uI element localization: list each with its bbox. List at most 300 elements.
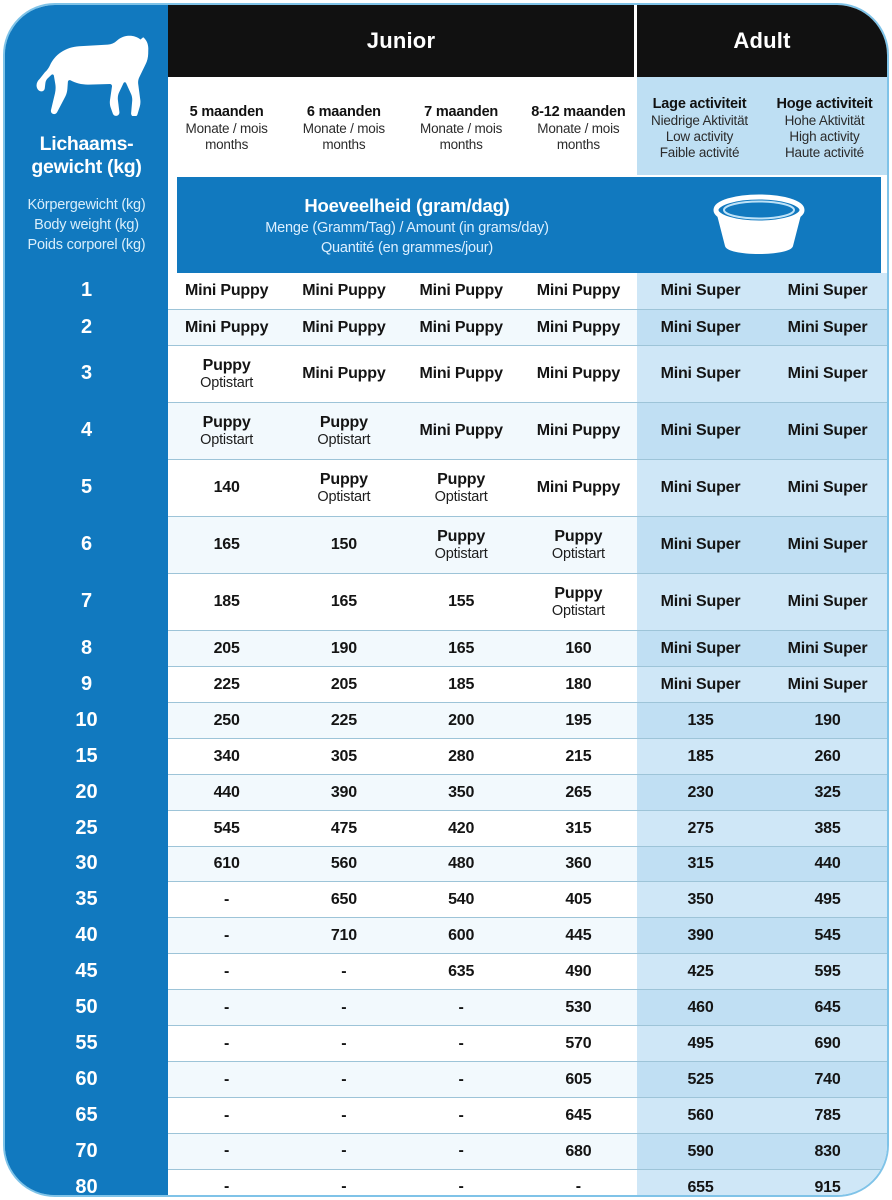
cell-primary-value: 740 bbox=[814, 1071, 841, 1089]
table-cell bbox=[764, 1062, 889, 1097]
cell-empty-dash: - bbox=[223, 890, 230, 908]
amount-band-sub2: Quantité (en grammes/jour) bbox=[320, 240, 494, 256]
cell-primary-value: 570 bbox=[565, 1035, 592, 1053]
column-header-4-t2: Monate / mois bbox=[537, 120, 620, 136]
cell-primary-value: 710 bbox=[330, 927, 357, 945]
table-cell bbox=[403, 1026, 520, 1061]
cell-primary-value: Puppy bbox=[202, 356, 251, 374]
table-cell bbox=[520, 460, 637, 516]
cell-primary-value: 265 bbox=[565, 783, 592, 801]
table-cell bbox=[764, 882, 889, 917]
row-junior-cells bbox=[168, 739, 637, 774]
cell-primary-value: Mini Super bbox=[787, 318, 868, 336]
header-junior: Junior bbox=[366, 28, 436, 53]
column-header-5-t3: Low activity bbox=[665, 128, 734, 144]
cell-primary-value: 645 bbox=[814, 999, 841, 1017]
table-cell bbox=[764, 631, 889, 666]
sidebar-title bbox=[5, 133, 168, 179]
table-row bbox=[5, 516, 889, 573]
cell-secondary-value: Optistart bbox=[317, 431, 371, 448]
table-cell bbox=[637, 574, 764, 630]
cell-primary-value: 530 bbox=[565, 999, 592, 1017]
cell-empty-dash: - bbox=[223, 1178, 230, 1196]
cell-primary-value: Mini Puppy bbox=[536, 318, 621, 336]
table-cell bbox=[764, 1170, 889, 1197]
row-junior-cells bbox=[168, 346, 637, 402]
row-adult-cells bbox=[637, 847, 889, 882]
cell-primary-value: Mini Super bbox=[787, 365, 868, 383]
column-header-5-t4: Faible activité bbox=[659, 144, 740, 160]
cell-primary-value: Mini Puppy bbox=[184, 318, 269, 336]
table-cell bbox=[285, 811, 402, 846]
table-cell bbox=[285, 667, 402, 702]
row-adult-cells bbox=[637, 460, 889, 516]
cell-primary-value: 915 bbox=[814, 1178, 841, 1196]
cell-primary-value: Puppy bbox=[319, 470, 368, 488]
table-cell bbox=[285, 403, 402, 459]
cell-primary-value: 350 bbox=[448, 783, 475, 801]
cell-primary-value: Mini Super bbox=[787, 282, 868, 300]
table-cell bbox=[520, 739, 637, 774]
row-weight-value: 15 bbox=[5, 738, 168, 774]
column-header-3-t2: Monate / mois bbox=[420, 120, 503, 136]
cell-empty-dash: - bbox=[458, 1034, 464, 1052]
cell-empty-dash: - bbox=[458, 1070, 464, 1088]
column-header-1-t1: 5 maanden bbox=[189, 103, 264, 120]
sidebar-sub-de: Körpergewicht (kg) bbox=[27, 197, 146, 213]
cell-primary-value: Puppy bbox=[554, 527, 603, 545]
cell-empty-dash: - bbox=[223, 1034, 230, 1052]
cell-primary-value: 610 bbox=[213, 855, 240, 873]
cell-primary-value: Mini Super bbox=[660, 593, 741, 611]
cell-primary-value: 495 bbox=[687, 1035, 714, 1053]
column-header-3-t3: months bbox=[439, 136, 483, 152]
header-adult: Adult bbox=[733, 28, 791, 53]
table-cell bbox=[403, 847, 520, 882]
table-cell bbox=[520, 775, 637, 810]
table-cell bbox=[764, 703, 889, 738]
cell-primary-value: 340 bbox=[213, 747, 240, 765]
cell-primary-value: 195 bbox=[565, 711, 592, 729]
cell-primary-value: Mini Super bbox=[787, 536, 868, 554]
table-cell bbox=[403, 517, 520, 573]
cell-primary-value: 545 bbox=[213, 819, 240, 837]
table-cell bbox=[168, 847, 285, 882]
cell-primary-value: 390 bbox=[687, 927, 714, 945]
cell-primary-value: 225 bbox=[213, 675, 240, 693]
table-cell bbox=[764, 954, 889, 989]
row-weight-value: 60 bbox=[5, 1061, 168, 1097]
cell-primary-value: Mini Super bbox=[660, 318, 741, 336]
table-cell bbox=[168, 1098, 285, 1133]
table-cell bbox=[520, 574, 637, 630]
table-cell bbox=[637, 739, 764, 774]
amount-band-sub1: Menge (Gramm/Tag) / Amount (in grams/day) bbox=[265, 220, 549, 236]
table-cell bbox=[403, 775, 520, 810]
cell-primary-value: 315 bbox=[565, 819, 592, 837]
row-adult-cells bbox=[637, 1170, 889, 1197]
cell-primary-value: Mini Super bbox=[660, 365, 741, 383]
row-adult-cells bbox=[637, 1062, 889, 1097]
table-row bbox=[5, 1169, 889, 1197]
row-adult-cells bbox=[637, 310, 889, 345]
table-cell bbox=[168, 990, 285, 1025]
table-row bbox=[5, 1133, 889, 1169]
table-row bbox=[5, 1025, 889, 1061]
row-weight-value: 25 bbox=[5, 810, 168, 846]
cell-primary-value: Mini Puppy bbox=[302, 365, 386, 383]
table-cell bbox=[764, 775, 889, 810]
table-cell bbox=[637, 1062, 764, 1097]
cell-primary-value: 540 bbox=[448, 891, 475, 909]
row-weight-value: 55 bbox=[5, 1025, 168, 1061]
cell-empty-dash: - bbox=[223, 1142, 230, 1160]
row-weight-value: 1 bbox=[5, 272, 168, 309]
row-adult-cells bbox=[637, 273, 889, 309]
cell-empty-dash: - bbox=[223, 962, 230, 980]
row-junior-cells bbox=[168, 775, 637, 810]
cell-primary-value: Mini Puppy bbox=[302, 282, 386, 300]
cell-empty-dash: - bbox=[341, 1178, 347, 1196]
table-cell bbox=[168, 954, 285, 989]
column-headers-junior bbox=[168, 77, 637, 175]
cell-primary-value: 325 bbox=[814, 783, 841, 801]
table-cell bbox=[403, 667, 520, 702]
cell-empty-dash: - bbox=[458, 998, 464, 1016]
table-cell bbox=[520, 667, 637, 702]
table-cell bbox=[520, 1098, 637, 1133]
cell-primary-value: 600 bbox=[448, 927, 475, 945]
row-adult-cells bbox=[637, 574, 889, 630]
column-header-3 bbox=[403, 77, 520, 175]
cell-primary-value: 350 bbox=[687, 891, 714, 909]
cell-primary-value: Mini Super bbox=[660, 639, 741, 657]
table-cell bbox=[403, 574, 520, 630]
cell-primary-value: 190 bbox=[330, 639, 357, 657]
sidebar-title-line1: Lichaams- bbox=[39, 133, 134, 155]
column-header-4 bbox=[520, 77, 637, 175]
column-header-1-t2: Monate / mois bbox=[185, 120, 268, 136]
table-cell bbox=[403, 273, 520, 309]
cell-primary-value: Puppy bbox=[437, 470, 486, 488]
column-header-6-t3: High activity bbox=[789, 128, 860, 144]
row-weight-value: 5 bbox=[5, 459, 168, 516]
feeding-table-body bbox=[5, 273, 889, 1195]
table-row bbox=[5, 1061, 889, 1097]
row-adult-cells bbox=[637, 667, 889, 702]
table-cell bbox=[520, 1062, 637, 1097]
table-cell bbox=[520, 990, 637, 1025]
table-cell bbox=[764, 1098, 889, 1133]
cell-primary-value: 315 bbox=[687, 855, 714, 873]
cell-primary-value: 360 bbox=[565, 855, 592, 873]
table-cell bbox=[637, 918, 764, 953]
cell-primary-value: Mini Super bbox=[660, 479, 741, 497]
column-header-4-t1: 8-12 maanden bbox=[531, 103, 626, 120]
cell-primary-value: 185 bbox=[448, 675, 475, 693]
table-cell bbox=[520, 1026, 637, 1061]
table-cell bbox=[403, 918, 520, 953]
cell-primary-value: 495 bbox=[814, 891, 841, 909]
table-cell bbox=[637, 460, 764, 516]
column-header-5 bbox=[637, 77, 762, 175]
table-cell bbox=[764, 310, 889, 345]
table-cell bbox=[520, 954, 637, 989]
table-cell bbox=[403, 990, 520, 1025]
table-cell bbox=[285, 918, 402, 953]
cell-primary-value: 390 bbox=[330, 783, 357, 801]
row-junior-cells bbox=[168, 574, 637, 630]
table-cell bbox=[168, 918, 285, 953]
cell-primary-value: 135 bbox=[687, 711, 714, 729]
row-weight-value: 20 bbox=[5, 774, 168, 810]
table-row bbox=[5, 573, 889, 630]
cell-primary-value: Mini Puppy bbox=[419, 282, 503, 300]
cell-primary-value: 140 bbox=[213, 479, 240, 497]
column-header-1-t3: months bbox=[205, 136, 249, 152]
row-weight-value: 30 bbox=[5, 846, 168, 882]
table-cell bbox=[520, 703, 637, 738]
row-weight-value: 65 bbox=[5, 1097, 168, 1133]
row-adult-cells bbox=[637, 517, 889, 573]
cell-primary-value: 230 bbox=[687, 783, 714, 801]
table-cell bbox=[520, 1170, 637, 1197]
cell-empty-dash: - bbox=[341, 1106, 347, 1124]
row-weight-value: 6 bbox=[5, 516, 168, 573]
table-cell bbox=[285, 310, 402, 345]
row-junior-cells bbox=[168, 460, 637, 516]
dog-silhouette-icon bbox=[27, 31, 151, 116]
row-junior-cells bbox=[168, 310, 637, 345]
cell-primary-value: 420 bbox=[448, 819, 475, 837]
row-weight-value: 80 bbox=[5, 1169, 168, 1197]
cell-primary-value: 490 bbox=[565, 963, 592, 981]
table-cell bbox=[403, 310, 520, 345]
row-junior-cells bbox=[168, 1062, 637, 1097]
row-weight-value: 7 bbox=[5, 573, 168, 630]
row-junior-cells bbox=[168, 273, 637, 309]
cell-primary-value: 250 bbox=[213, 711, 240, 729]
table-cell bbox=[285, 631, 402, 666]
row-weight-value: 40 bbox=[5, 917, 168, 953]
column-header-6-t4: Haute activité bbox=[785, 144, 864, 160]
cell-primary-value: Puppy bbox=[554, 584, 603, 602]
row-weight-value: 10 bbox=[5, 702, 168, 738]
table-cell bbox=[168, 667, 285, 702]
table-cell bbox=[637, 310, 764, 345]
table-cell bbox=[168, 703, 285, 738]
column-header-6 bbox=[762, 77, 887, 175]
cell-empty-dash: - bbox=[341, 1142, 347, 1160]
cell-empty-dash: - bbox=[223, 998, 230, 1016]
table-cell bbox=[764, 273, 889, 309]
table-cell bbox=[168, 1134, 285, 1169]
row-adult-cells bbox=[637, 631, 889, 666]
cell-primary-value: 425 bbox=[687, 963, 714, 981]
cell-primary-value: 645 bbox=[565, 1107, 592, 1125]
cell-primary-value: 560 bbox=[330, 855, 357, 873]
table-cell bbox=[637, 847, 764, 882]
table-cell bbox=[520, 1134, 637, 1169]
cell-secondary-value: Optistart bbox=[551, 545, 605, 562]
cell-primary-value: 595 bbox=[814, 963, 841, 981]
row-junior-cells bbox=[168, 847, 637, 882]
table-cell bbox=[168, 460, 285, 516]
table-cell bbox=[168, 517, 285, 573]
cell-primary-value: Mini Puppy bbox=[536, 365, 621, 383]
table-cell bbox=[285, 1026, 402, 1061]
table-cell bbox=[168, 775, 285, 810]
table-cell bbox=[764, 811, 889, 846]
cell-primary-value: Mini Super bbox=[787, 639, 868, 657]
row-junior-cells bbox=[168, 403, 637, 459]
table-cell bbox=[285, 775, 402, 810]
cell-primary-value: 150 bbox=[330, 536, 357, 554]
column-header-2-t3: months bbox=[322, 136, 366, 152]
table-cell bbox=[285, 346, 402, 402]
cell-empty-dash: - bbox=[223, 1106, 230, 1124]
table-cell bbox=[637, 403, 764, 459]
cell-primary-value: 260 bbox=[814, 747, 841, 765]
table-cell bbox=[285, 517, 402, 573]
table-cell bbox=[764, 346, 889, 402]
row-adult-cells bbox=[637, 403, 889, 459]
table-cell bbox=[285, 1170, 402, 1197]
table-row bbox=[5, 666, 889, 702]
row-adult-cells bbox=[637, 739, 889, 774]
table-row bbox=[5, 702, 889, 738]
table-cell bbox=[168, 403, 285, 459]
table-cell bbox=[520, 918, 637, 953]
row-junior-cells bbox=[168, 811, 637, 846]
row-adult-cells bbox=[637, 882, 889, 917]
cell-primary-value: 225 bbox=[330, 711, 357, 729]
table-cell bbox=[285, 739, 402, 774]
table-cell bbox=[403, 703, 520, 738]
table-row bbox=[5, 459, 889, 516]
table-cell bbox=[764, 918, 889, 953]
cell-primary-value: 460 bbox=[687, 999, 714, 1017]
table-cell bbox=[764, 460, 889, 516]
table-cell bbox=[285, 1098, 402, 1133]
table-row bbox=[5, 846, 889, 882]
row-adult-cells bbox=[637, 703, 889, 738]
cell-primary-value: 440 bbox=[213, 783, 240, 801]
cell-empty-dash: - bbox=[458, 1106, 464, 1124]
table-cell bbox=[764, 403, 889, 459]
cell-primary-value: 185 bbox=[213, 593, 240, 611]
cell-primary-value: 655 bbox=[687, 1178, 714, 1196]
table-cell bbox=[403, 739, 520, 774]
table-cell bbox=[168, 811, 285, 846]
table-row bbox=[5, 810, 889, 846]
cell-primary-value: Mini Super bbox=[660, 536, 741, 554]
amount-band bbox=[177, 177, 881, 273]
cell-primary-value: 480 bbox=[448, 855, 475, 873]
cell-primary-value: 405 bbox=[565, 891, 592, 909]
cell-primary-value: Mini Puppy bbox=[302, 318, 386, 336]
table-cell bbox=[403, 882, 520, 917]
cell-primary-value: 680 bbox=[565, 1142, 592, 1160]
row-weight-value: 2 bbox=[5, 309, 168, 345]
row-adult-cells bbox=[637, 775, 889, 810]
cell-secondary-value: Optistart bbox=[200, 374, 254, 391]
cell-primary-value: 155 bbox=[448, 593, 475, 611]
table-cell bbox=[403, 631, 520, 666]
cell-primary-value: 165 bbox=[213, 536, 240, 554]
cell-primary-value: 385 bbox=[814, 819, 841, 837]
cell-primary-value: 650 bbox=[330, 891, 357, 909]
cell-primary-value: 280 bbox=[448, 747, 475, 765]
cell-primary-value: 635 bbox=[448, 963, 475, 981]
life-stage-header bbox=[168, 5, 887, 77]
table-row bbox=[5, 989, 889, 1025]
column-header-5-t1: Lage activiteit bbox=[652, 95, 747, 112]
cell-primary-value: Mini Puppy bbox=[536, 479, 621, 497]
column-headers-adult bbox=[637, 77, 887, 175]
cell-primary-value: Mini Puppy bbox=[536, 282, 621, 300]
row-junior-cells bbox=[168, 1026, 637, 1061]
row-weight-value: 3 bbox=[5, 345, 168, 402]
row-junior-cells bbox=[168, 517, 637, 573]
column-header-4-t3: months bbox=[556, 136, 600, 152]
cell-primary-value: 215 bbox=[565, 747, 592, 765]
cell-primary-value: 160 bbox=[565, 639, 592, 657]
cell-primary-value: 165 bbox=[330, 593, 357, 611]
table-cell bbox=[637, 517, 764, 573]
cell-secondary-value: Optistart bbox=[317, 488, 371, 505]
table-cell bbox=[637, 1170, 764, 1197]
table-cell bbox=[403, 346, 520, 402]
table-cell bbox=[637, 273, 764, 309]
row-adult-cells bbox=[637, 1098, 889, 1133]
cell-primary-value: 440 bbox=[814, 855, 841, 873]
cell-primary-value: 560 bbox=[687, 1107, 714, 1125]
table-row bbox=[5, 881, 889, 917]
cell-primary-value: 180 bbox=[565, 675, 592, 693]
cell-primary-value: 590 bbox=[687, 1142, 714, 1160]
table-cell bbox=[168, 882, 285, 917]
table-cell bbox=[764, 517, 889, 573]
column-header-5-t2: Niedrige Aktivität bbox=[651, 112, 748, 128]
table-cell bbox=[285, 1062, 402, 1097]
table-cell bbox=[285, 882, 402, 917]
table-cell bbox=[637, 1134, 764, 1169]
table-cell bbox=[637, 954, 764, 989]
row-adult-cells bbox=[637, 954, 889, 989]
cell-primary-value: 190 bbox=[814, 711, 841, 729]
table-cell bbox=[403, 811, 520, 846]
cell-primary-value: 525 bbox=[687, 1071, 714, 1089]
cell-primary-value: Mini Super bbox=[787, 422, 868, 440]
table-cell bbox=[637, 1026, 764, 1061]
cell-secondary-value: Optistart bbox=[200, 431, 254, 448]
amount-band-title: Hoeveelheid (gram/dag) bbox=[304, 195, 510, 216]
table-cell bbox=[285, 703, 402, 738]
row-weight-value: 35 bbox=[5, 881, 168, 917]
row-junior-cells bbox=[168, 631, 637, 666]
chart-panel bbox=[3, 3, 889, 1197]
cell-primary-value: 165 bbox=[448, 639, 475, 657]
row-junior-cells bbox=[168, 703, 637, 738]
table-cell bbox=[168, 273, 285, 309]
cell-empty-dash: - bbox=[223, 926, 230, 944]
sidebar-subtitles bbox=[5, 195, 168, 255]
cell-empty-dash: - bbox=[341, 1070, 347, 1088]
table-cell bbox=[637, 811, 764, 846]
cell-primary-value: 275 bbox=[687, 819, 714, 837]
row-weight-value: 50 bbox=[5, 989, 168, 1025]
